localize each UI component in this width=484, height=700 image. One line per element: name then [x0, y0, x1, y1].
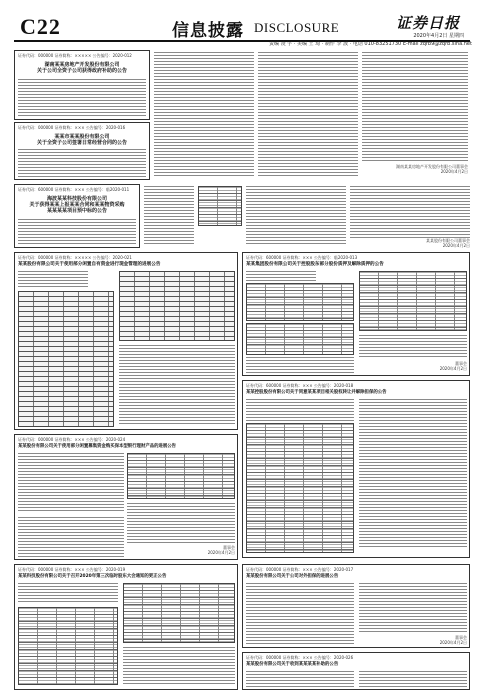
notice-body-text [127, 503, 235, 543]
notice-title: 某某科技股份有限公司关于召开2020年第三次临时股东大会通知的更正公告 [18, 574, 167, 579]
notice-code: 证券代码：000000 证券简称：××× 公告编号：2020-026 [246, 655, 354, 660]
notice-code: 证券代码：000000 证券简称：××× 公告编号：2020-024 [18, 437, 126, 442]
data-table [127, 453, 235, 499]
notice-box-10 [242, 652, 470, 690]
notice-body-text [246, 357, 354, 373]
notice-title: 海波某某科技股份有限公司 关于获得某某上报某某合同和某某物资采购 某某某某项目预中标的公告 [29, 196, 125, 214]
notice-box-1 [14, 50, 150, 120]
notice-block-top [14, 50, 470, 180]
notice-title: 某某控股股份有限公司关于同意某某项目相关股权转让并解除担保的公告 [246, 390, 387, 395]
data-table [246, 323, 354, 355]
newspaper-logo: 证券日报 [395, 14, 460, 32]
notice-signature: 湖南某某房地产开发股份有限公司董事会 2020年4月2日 [396, 164, 468, 174]
notice-code: 证券代码：000000 证券简称：××××× 公告编号：2020-021 [18, 255, 132, 260]
notice-body-text [18, 517, 124, 557]
notice-box-8 [14, 564, 238, 690]
notice-body-text [123, 647, 235, 685]
masthead [14, 12, 472, 47]
notice-body-text [18, 219, 136, 245]
notice-body-text [359, 671, 467, 687]
notice-body-text [350, 186, 470, 238]
section-subtitle: DISCLOSURE [254, 20, 340, 35]
notice-code: 证券代码：000000 证券简称：××× 公告编号：2020-016 [18, 125, 126, 130]
notice-box-2 [14, 122, 150, 180]
notice-signature: 董事会 2020年4月2日 [439, 361, 467, 371]
notice-body-text [246, 271, 316, 281]
notice-code: 证券代码：000000 证券简称：××× 公告编号：2020-017 [246, 567, 354, 572]
notice-code: 证券代码：000000 证券简称：××××× 公告编号：2020-012 [18, 53, 132, 58]
notice-signature: 董事会 2020年4月2日 [207, 545, 235, 555]
notice-code: 证券代码：600000 证券简称：××× 公告编号：2020-018 [246, 383, 354, 388]
notice-box-6 [242, 380, 470, 558]
notice-box-3 [14, 184, 140, 248]
notice-code: 证券代码：600000 证券简称：××× 公告编号：临2020-011 [18, 187, 130, 192]
notice-body-text [246, 399, 354, 421]
notice-body-text [18, 79, 146, 117]
notice-body-text [246, 186, 346, 246]
notice-title: 某某集团股份有限公司关于控股股东部分股份质押及解除质押的公告 [246, 262, 384, 267]
issue-date: 2020年4月2日 星期四 [413, 33, 464, 39]
notice-body-text [119, 345, 235, 425]
notice-title: 某某股份有限公司关于收到某某某某补助的公告 [246, 662, 339, 667]
notice-box-9 [242, 564, 470, 648]
notice-body-text [18, 453, 124, 513]
notice-title: 湖南某某房地产开发股份有限公司 关于公司全资子公司获得政府补助的公告 [36, 62, 127, 74]
notice-body-text [359, 399, 467, 549]
notice-body-text [18, 271, 88, 289]
section-title: 信息披露 [172, 21, 244, 41]
notice-code: 证券代码：000000 证券简称：××× 公告编号：2020-019 [18, 567, 126, 572]
data-table [246, 283, 354, 321]
notice-title: 某某股份有限公司关于公司对外担保的进展公告 [246, 574, 339, 579]
notice-body-text [359, 335, 467, 357]
data-table [359, 271, 467, 331]
notice-title: 某某股份有限公司关于使用部分闲置自有资金进行现金管理的进展公告 [18, 262, 161, 267]
notice-body-text [246, 671, 354, 687]
notice-body-text [18, 149, 146, 177]
data-table [246, 423, 354, 553]
notice-body-text [359, 583, 467, 633]
notice-body-text [154, 52, 254, 178]
notice-body-text [18, 583, 118, 603]
notice-title: 某某股份有限公司关于使用部分闲置募集资金购买保本型银行理财产品的进展公告 [18, 444, 177, 449]
notice-body-text [246, 583, 354, 645]
notice-body-text [362, 52, 468, 162]
notice-box-5 [242, 252, 470, 376]
notice-box-4 [14, 252, 238, 430]
page-number: C22 [20, 14, 61, 39]
data-table [18, 291, 114, 427]
notice-signature: 董事会 2020年4月2日 [439, 635, 467, 645]
editor-credits: 责编 凌 宇 · 美编 王 琦 · 制作 李 波 · 电话 010-83251730 E-mail zqrb9@zqrb.sina.net [269, 41, 472, 47]
notice-body-text [258, 52, 358, 178]
data-table [18, 607, 118, 685]
data-table [198, 186, 242, 226]
notice-body-text [144, 186, 194, 246]
notice-title: 某某市某某股份有限公司 关于全资子公司签署日常经营合同的公告 [36, 134, 127, 146]
data-table [119, 271, 235, 341]
notice-box-7 [14, 434, 238, 560]
notice-code: 证券代码：600000 证券简称：××× 公告编号：临2020-013 [246, 255, 358, 260]
data-table [123, 583, 235, 643]
notice-signature: 某某股份有限公司董事会 2020年4月2日 [426, 238, 470, 248]
